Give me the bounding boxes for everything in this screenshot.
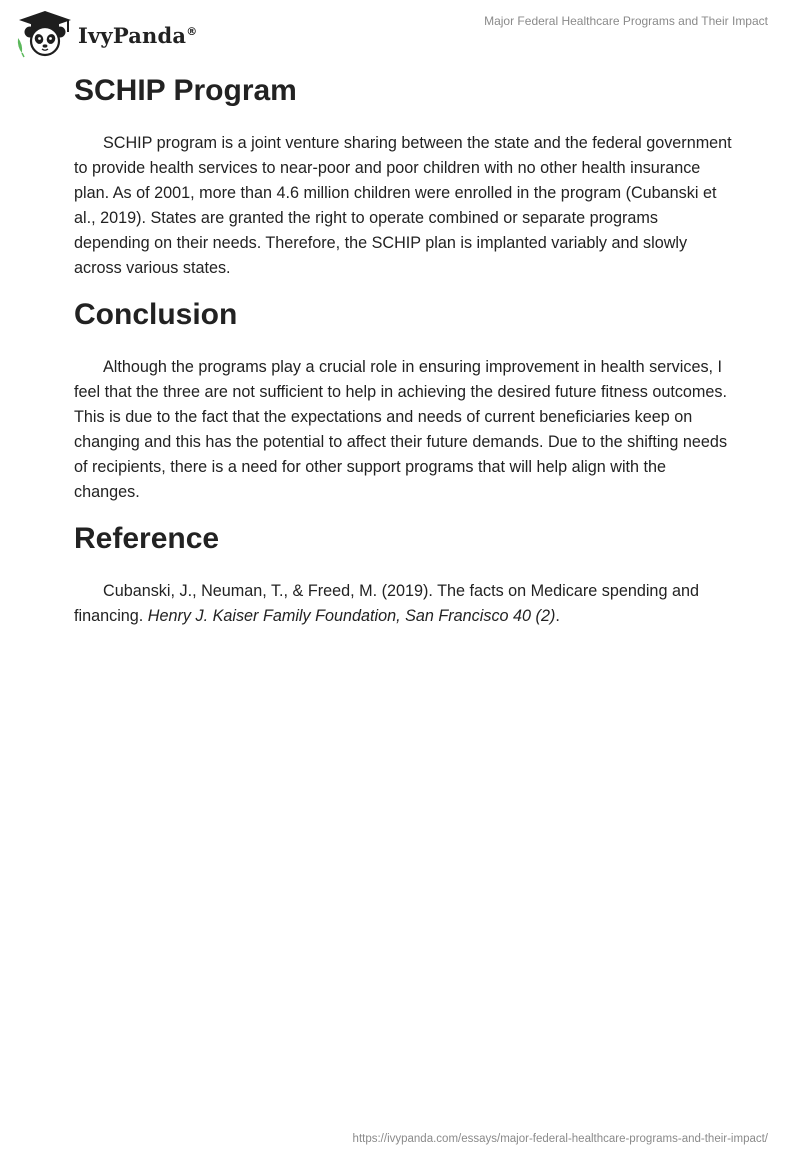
logo[interactable] bbox=[14, 8, 197, 58]
running-title: Major Federal Healthcare Programs and Their Impact bbox=[484, 14, 768, 28]
section-conclusion bbox=[74, 294, 734, 505]
section-heading: Conclusion bbox=[74, 298, 238, 331]
brand-name bbox=[78, 23, 197, 48]
section-paragraph: Although the programs play a crucial role in ensuring improvement in health services, I feel that the three are not sufficient to help in achieving the desired future fitness outcomes. This is due to the fact that the expectations and needs of current beneficiaries keep on changing and this has the potential to affect their future demands. Due to the shifting needs of recipients, there is a need for other support programs that will help align with the changes. bbox=[74, 358, 728, 501]
document-body bbox=[74, 70, 734, 629]
section-schip-program bbox=[74, 70, 734, 281]
section-reference bbox=[74, 518, 734, 629]
section-paragraph: SCHIP program is a joint venture sharing between the state and the federal government to provide health services to near-poor and poor children with no other health insurance plan. As of 2001, more than 4.6 million children were enrolled in the program (Cubanski et al., 2019). States are granted the right to operate combined or separate programs depending on their needs. Therefore, the SCHIP plan is implanted variably and slowly across various states. bbox=[74, 134, 732, 277]
brand-text: IvyPanda bbox=[78, 22, 187, 48]
panda-graduation-cap-icon bbox=[14, 8, 76, 58]
registered-mark: ® bbox=[186, 24, 198, 38]
section-heading: Reference bbox=[74, 522, 220, 555]
citation-source: Henry J. Kaiser Family Foundation, San Francisco 40 (2) bbox=[147, 607, 556, 625]
reference-entry bbox=[74, 579, 734, 629]
citation-text: Cubanski, J., Neuman, T., & Freed, M. (2019). The facts on Medicare spending and financing. bbox=[74, 582, 699, 625]
source-url[interactable]: https://ivypanda.com/essays/major-federal-healthcare-programs-and-their-impact/ bbox=[352, 1133, 768, 1145]
citation-end: . bbox=[555, 607, 560, 625]
section-heading: SCHIP Program bbox=[74, 74, 297, 107]
